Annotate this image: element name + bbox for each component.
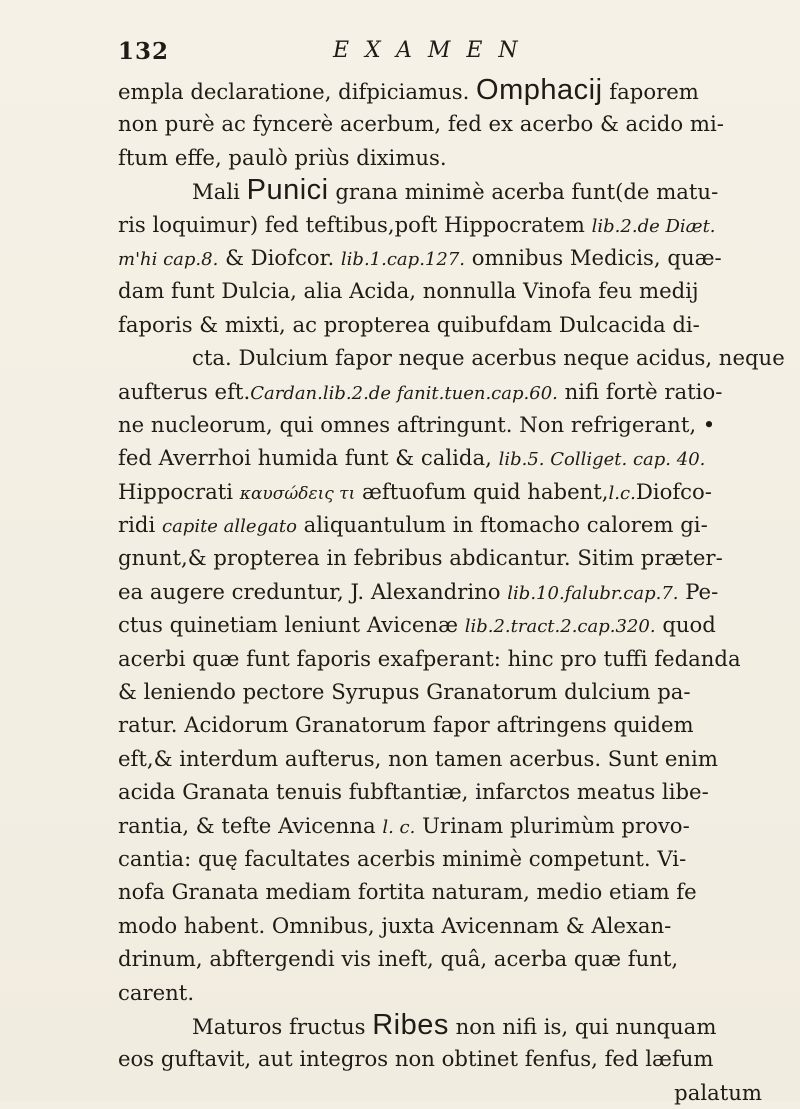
text-line [118, 341, 785, 374]
text-line [118, 942, 778, 975]
text-segment: Mali [192, 179, 247, 205]
text-segment: aliquantulum in ftomacho calorem gi- [296, 512, 708, 538]
text-segment: nifi fortè ratio- [557, 378, 723, 404]
page-number: 132 [118, 38, 170, 65]
text-line [118, 742, 778, 775]
text-segment: Hippocrati [118, 478, 240, 504]
text-line [118, 775, 778, 808]
text-segment: Omphacij [476, 74, 603, 106]
text-segment: eft,& interdum aufterus, non tamen acerbus. Sunt enim [118, 745, 718, 771]
text-line [118, 708, 778, 741]
text-segment: cantia: quę facultates acerbis minimè competunt. Vi- [118, 845, 687, 871]
text-segment: drinum, abftergendi vis ineft, quâ, acerba quæ funt, [118, 946, 679, 972]
text-line [118, 308, 778, 341]
text-segment: ftum effe, paulò priùs diximus. [118, 144, 447, 170]
text-segment: dam funt Dulcia, alia Acida, nonnulla Vinofa feu medij [118, 278, 699, 304]
text-line [118, 408, 778, 441]
text-segment: ris loquimur) fed teftibus,poft Hippocratem [118, 211, 592, 237]
text-segment: lib.2.de Diæt. [591, 215, 716, 237]
text-segment: faporis & mixti, ac propterea quibufdam Dulcacida di- [118, 311, 700, 337]
text-line [118, 541, 778, 574]
text-segment: ctus quinetiam leniunt Avicenæ [118, 612, 465, 638]
text-line [118, 208, 778, 241]
text-line [118, 642, 778, 675]
text-line [118, 875, 778, 908]
text-segment: Punici [246, 174, 329, 207]
text-line [118, 1009, 778, 1042]
page-header [118, 38, 678, 74]
text-segment: Diofco- [635, 478, 712, 504]
text-segment: omnibus Medicis, quæ- [465, 244, 722, 270]
text-segment: & Diofcor. [218, 244, 341, 270]
text-line [118, 508, 778, 541]
text-segment: empla declaratione, difpiciamus. [118, 79, 477, 104]
text-segment: nofa Granata mediam fortita naturam, medio etiam fe [118, 879, 697, 905]
text-segment: καυσώδεις τι [239, 483, 356, 504]
text-line [118, 842, 778, 875]
text-segment: ridi [118, 512, 162, 538]
text-segment: lib.5. Colliget. cap. 40. [498, 449, 706, 471]
text-segment: eos guftavit, aut integros non obtinet fenfus, fed læfum [118, 1046, 714, 1072]
text-line [118, 107, 778, 140]
text-segment: Maturos fructus [192, 1013, 373, 1039]
text-segment: m'hi cap.8. [118, 248, 219, 270]
text-segment: Pe- [678, 578, 719, 604]
text-segment: æftuofum quid habent, [355, 478, 609, 504]
text-line [118, 141, 778, 174]
text-line [118, 809, 778, 842]
text-segment: lib.2.tract.2.cap.320. [464, 616, 656, 638]
text-segment: aufterus eft. [118, 378, 251, 404]
text-line [118, 174, 778, 207]
text-segment: palatum [674, 1079, 762, 1105]
body-text [118, 74, 785, 1109]
text-segment: rantia, & tefte Avicenna [118, 812, 383, 838]
text-segment: l.c. [608, 482, 636, 504]
text-segment: non nifi is, qui nunquam [448, 1013, 717, 1039]
text-segment: ne nucleorum, qui omnes aftringunt. Non refrigerant, • [118, 411, 716, 437]
text-line [118, 274, 778, 307]
text-line [118, 1042, 778, 1075]
text-segment: carent. [118, 979, 195, 1005]
text-line [118, 241, 778, 274]
text-segment: gnunt,& propterea in febribus abdicantur. Sitim præter- [118, 545, 723, 571]
text-segment: lib.10.falubr.cap.7. [507, 582, 679, 604]
text-segment: modo habent. Omnibus, juxta Avicennam & Alexan- [118, 912, 672, 938]
text-segment: Urinam plurimùm provo- [415, 812, 690, 838]
text-line [118, 475, 778, 508]
text-segment: acerbi quæ funt faporis exafperant: hinc pro tuffi fedanda [118, 645, 741, 671]
text-segment: ea augere creduntur, J. Alexandrino [118, 578, 508, 604]
text-line [118, 976, 778, 1009]
text-line [118, 375, 778, 408]
text-segment: fed Averrhoi humida funt & calida, [118, 445, 499, 471]
text-line [118, 675, 778, 708]
text-segment: & leniendo pectore Syrupus Granatorum dulcium pa- [118, 679, 691, 705]
text-segment: l. c. [382, 816, 416, 838]
text-line [118, 909, 778, 942]
text-segment: ratur. Acidorum Granatorum fapor aftringens quidem [118, 712, 694, 738]
text-segment: lib.1.cap.127. [340, 248, 465, 270]
text-line [118, 575, 778, 608]
text-line [118, 1076, 778, 1109]
text-segment: non purè ac fyncerè acerbum, fed ex acerbo & acido mi- [118, 111, 724, 137]
text-segment: acida Granata tenuis fubftantiæ, infarctos meatus libe- [118, 779, 709, 805]
text-segment: grana minimè acerba funt(de matu- [328, 179, 719, 205]
text-segment: capite allegato [161, 516, 297, 538]
running-title: EXAMEN [333, 38, 534, 63]
text-segment: Cardan.lib.2.de fanit.tuen.cap.60. [250, 382, 558, 404]
text-line [118, 441, 778, 474]
text-segment: cta. Dulcium fapor neque acerbus neque acidus, neque [192, 345, 785, 371]
text-segment: faporem [602, 79, 699, 104]
text-line [118, 74, 778, 107]
text-segment: Ribes [372, 1008, 449, 1041]
text-line [118, 608, 778, 641]
text-segment: quod [655, 612, 716, 638]
